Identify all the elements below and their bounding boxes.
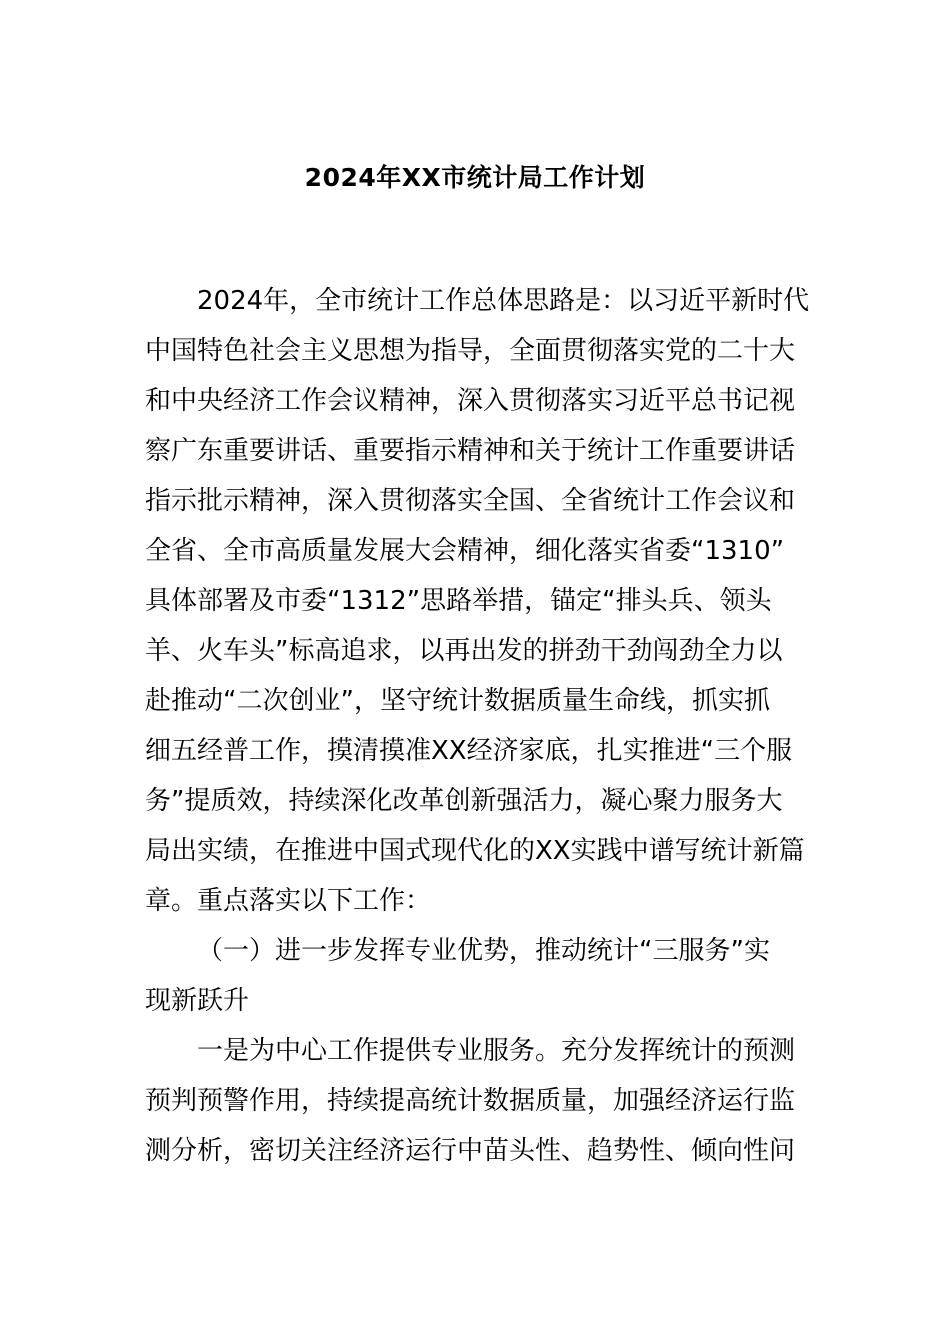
paragraph-line: 局出实绩，在推进中国式现代化的XX实践中谱写统计新篇 — [145, 836, 805, 866]
paragraph-line: 全省、全市高质量发展大会精神，细化落实省委“1310” — [145, 536, 785, 566]
paragraph-line: 赴推动“二次创业”，坚守统计数据质量生命线，抓实抓 — [145, 686, 770, 716]
paragraph-line: 2024年，全市统计工作总体思路是：以习近平新时代 — [197, 286, 810, 316]
paragraph-line: 细五经普工作，摸清摸准XX经济家底，扎实推进“三个服 — [145, 736, 793, 766]
section-heading-line: 现新跃升 — [145, 986, 250, 1016]
paragraph-line: 务”提质效，持续深化改革创新强活力，凝心聚力服务大 — [145, 786, 783, 816]
section-heading-line: （一）进一步发挥专业优势，推动统计“三服务”实 — [197, 936, 770, 966]
document-title: 2024年XX市统计局工作计划 — [304, 163, 646, 192]
paragraph-line: 一是为中心工作提供专业服务。充分发挥统计的预测 — [197, 1036, 796, 1066]
paragraph-line: 指示批示精神，深入贯彻落实全国、全省统计工作会议和 — [145, 486, 796, 516]
paragraph-line: 和中央经济工作会议精神，深入贯彻落实习近平总书记视 — [145, 386, 796, 416]
document-body — [145, 276, 810, 1176]
paragraph-line: 章。重点落实以下工作： — [145, 886, 432, 916]
paragraph-line: 察广东重要讲话、重要指示精神和关于统计工作重要讲话 — [145, 436, 796, 466]
paragraph-line: 测分析，密切关注经济运行中苗头性、趋势性、倾向性问 — [145, 1136, 796, 1166]
paragraph-line: 羊、火车头”标高追求，以再出发的拼劲干劲闯劲全力以 — [145, 636, 783, 666]
paragraph-line: 预判预警作用，持续提高统计数据质量，加强经济运行监 — [145, 1086, 796, 1116]
paragraph-line: 具体部署及市委“1312”思路举措，锚定“排头兵、领头 — [145, 586, 772, 616]
paragraph-line: 中国特色社会主义思想为指导，全面贯彻落实党的二十大 — [145, 336, 796, 366]
